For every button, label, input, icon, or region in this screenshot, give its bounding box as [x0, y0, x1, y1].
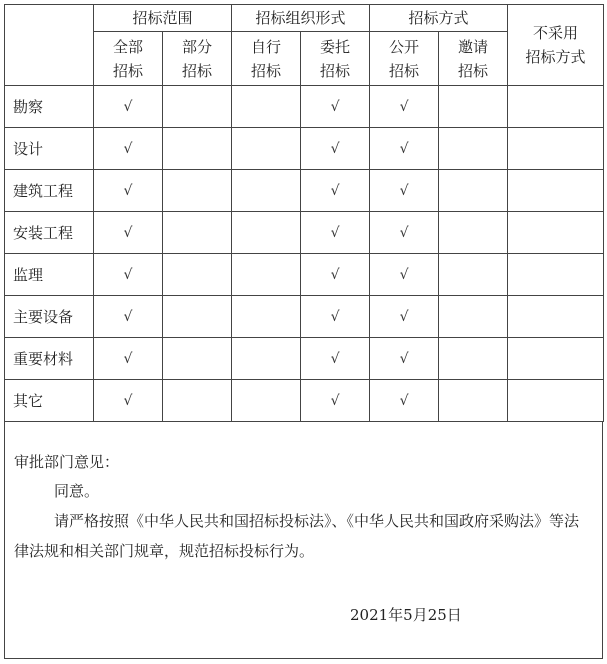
check-cell: [232, 170, 301, 212]
check-cell: [439, 170, 508, 212]
check-cell: [163, 86, 232, 128]
check-cell: √: [301, 254, 370, 296]
check-cell: √: [370, 170, 439, 212]
header-partial-bid: 部分 招标: [163, 32, 232, 86]
corner-cell: [5, 5, 94, 86]
check-cell: √: [94, 128, 163, 170]
check-cell: √: [301, 380, 370, 422]
check-cell: [508, 170, 604, 212]
header-self-bid: 自行 招标: [232, 32, 301, 86]
check-cell: [232, 254, 301, 296]
check-cell: √: [94, 86, 163, 128]
bidding-table: [4, 4, 604, 422]
opinion-date: 2021年5月25日: [350, 606, 462, 624]
table-row: [5, 170, 604, 212]
row-label: 设计: [5, 128, 94, 170]
check-cell: √: [370, 254, 439, 296]
header-org-form: 招标组织形式: [232, 5, 370, 32]
check-cell: [439, 338, 508, 380]
check-cell: [508, 254, 604, 296]
check-cell: [163, 128, 232, 170]
header-entrusted-bid: 委托 招标: [301, 32, 370, 86]
check-cell: √: [370, 86, 439, 128]
check-cell: √: [370, 212, 439, 254]
check-cell: [232, 212, 301, 254]
check-cell: [232, 380, 301, 422]
check-cell: √: [301, 212, 370, 254]
row-label: 主要设备: [5, 296, 94, 338]
table-row: [5, 296, 604, 338]
check-cell: [508, 338, 604, 380]
header-open-bid: 公开 招标: [370, 32, 439, 86]
check-cell: √: [301, 170, 370, 212]
check-cell: √: [94, 170, 163, 212]
table-row: [5, 128, 604, 170]
check-cell: [508, 212, 604, 254]
header-full-bid: 全部 招标: [94, 32, 163, 86]
check-cell: √: [301, 86, 370, 128]
check-cell: [508, 128, 604, 170]
check-cell: [163, 212, 232, 254]
table-row: [5, 380, 604, 422]
row-label: 重要材料: [5, 338, 94, 380]
row-label: 监理: [5, 254, 94, 296]
check-cell: [508, 296, 604, 338]
check-cell: √: [370, 380, 439, 422]
row-label: 勘察: [5, 86, 94, 128]
table-row: [5, 212, 604, 254]
check-cell: √: [94, 380, 163, 422]
check-cell: [439, 128, 508, 170]
check-cell: [163, 380, 232, 422]
check-cell: √: [301, 128, 370, 170]
check-cell: [232, 338, 301, 380]
header-row-top: [5, 5, 604, 32]
check-cell: √: [301, 296, 370, 338]
opinion-body: 请严格按照《中华人民共和国招标投标法》、《中华人民共和国政府采购法》等法律法规和相关部门规章，规范招标投标行为。: [14, 512, 580, 560]
check-cell: [163, 254, 232, 296]
check-cell: [232, 128, 301, 170]
row-label: 建筑工程: [5, 170, 94, 212]
check-cell: √: [370, 128, 439, 170]
check-cell: [508, 86, 604, 128]
check-cell: [232, 86, 301, 128]
header-invited-bid: 邀请 招标: [439, 32, 508, 86]
check-cell: [439, 296, 508, 338]
table-row: [5, 86, 604, 128]
opinion-agree: 同意。: [54, 482, 100, 500]
check-cell: √: [370, 296, 439, 338]
check-cell: [163, 296, 232, 338]
row-label: 安装工程: [5, 212, 94, 254]
check-cell: [439, 254, 508, 296]
table-row: [5, 254, 604, 296]
check-cell: [508, 380, 604, 422]
check-cell: √: [94, 212, 163, 254]
approval-opinion-box: [4, 421, 603, 659]
header-no-bid: 不采用 招标方式: [508, 5, 604, 86]
check-cell: [439, 86, 508, 128]
check-cell: [163, 338, 232, 380]
header-method: 招标方式: [370, 5, 508, 32]
row-label: 其它: [5, 380, 94, 422]
check-cell: [439, 212, 508, 254]
check-cell: [439, 380, 508, 422]
check-cell: [163, 170, 232, 212]
table-row: [5, 338, 604, 380]
check-cell: √: [301, 338, 370, 380]
check-cell: [232, 296, 301, 338]
check-cell: √: [94, 338, 163, 380]
check-cell: √: [94, 254, 163, 296]
check-cell: √: [94, 296, 163, 338]
check-cell: √: [370, 338, 439, 380]
opinion-title: 审批部门意见：: [14, 453, 120, 471]
header-scope: 招标范围: [94, 5, 232, 32]
